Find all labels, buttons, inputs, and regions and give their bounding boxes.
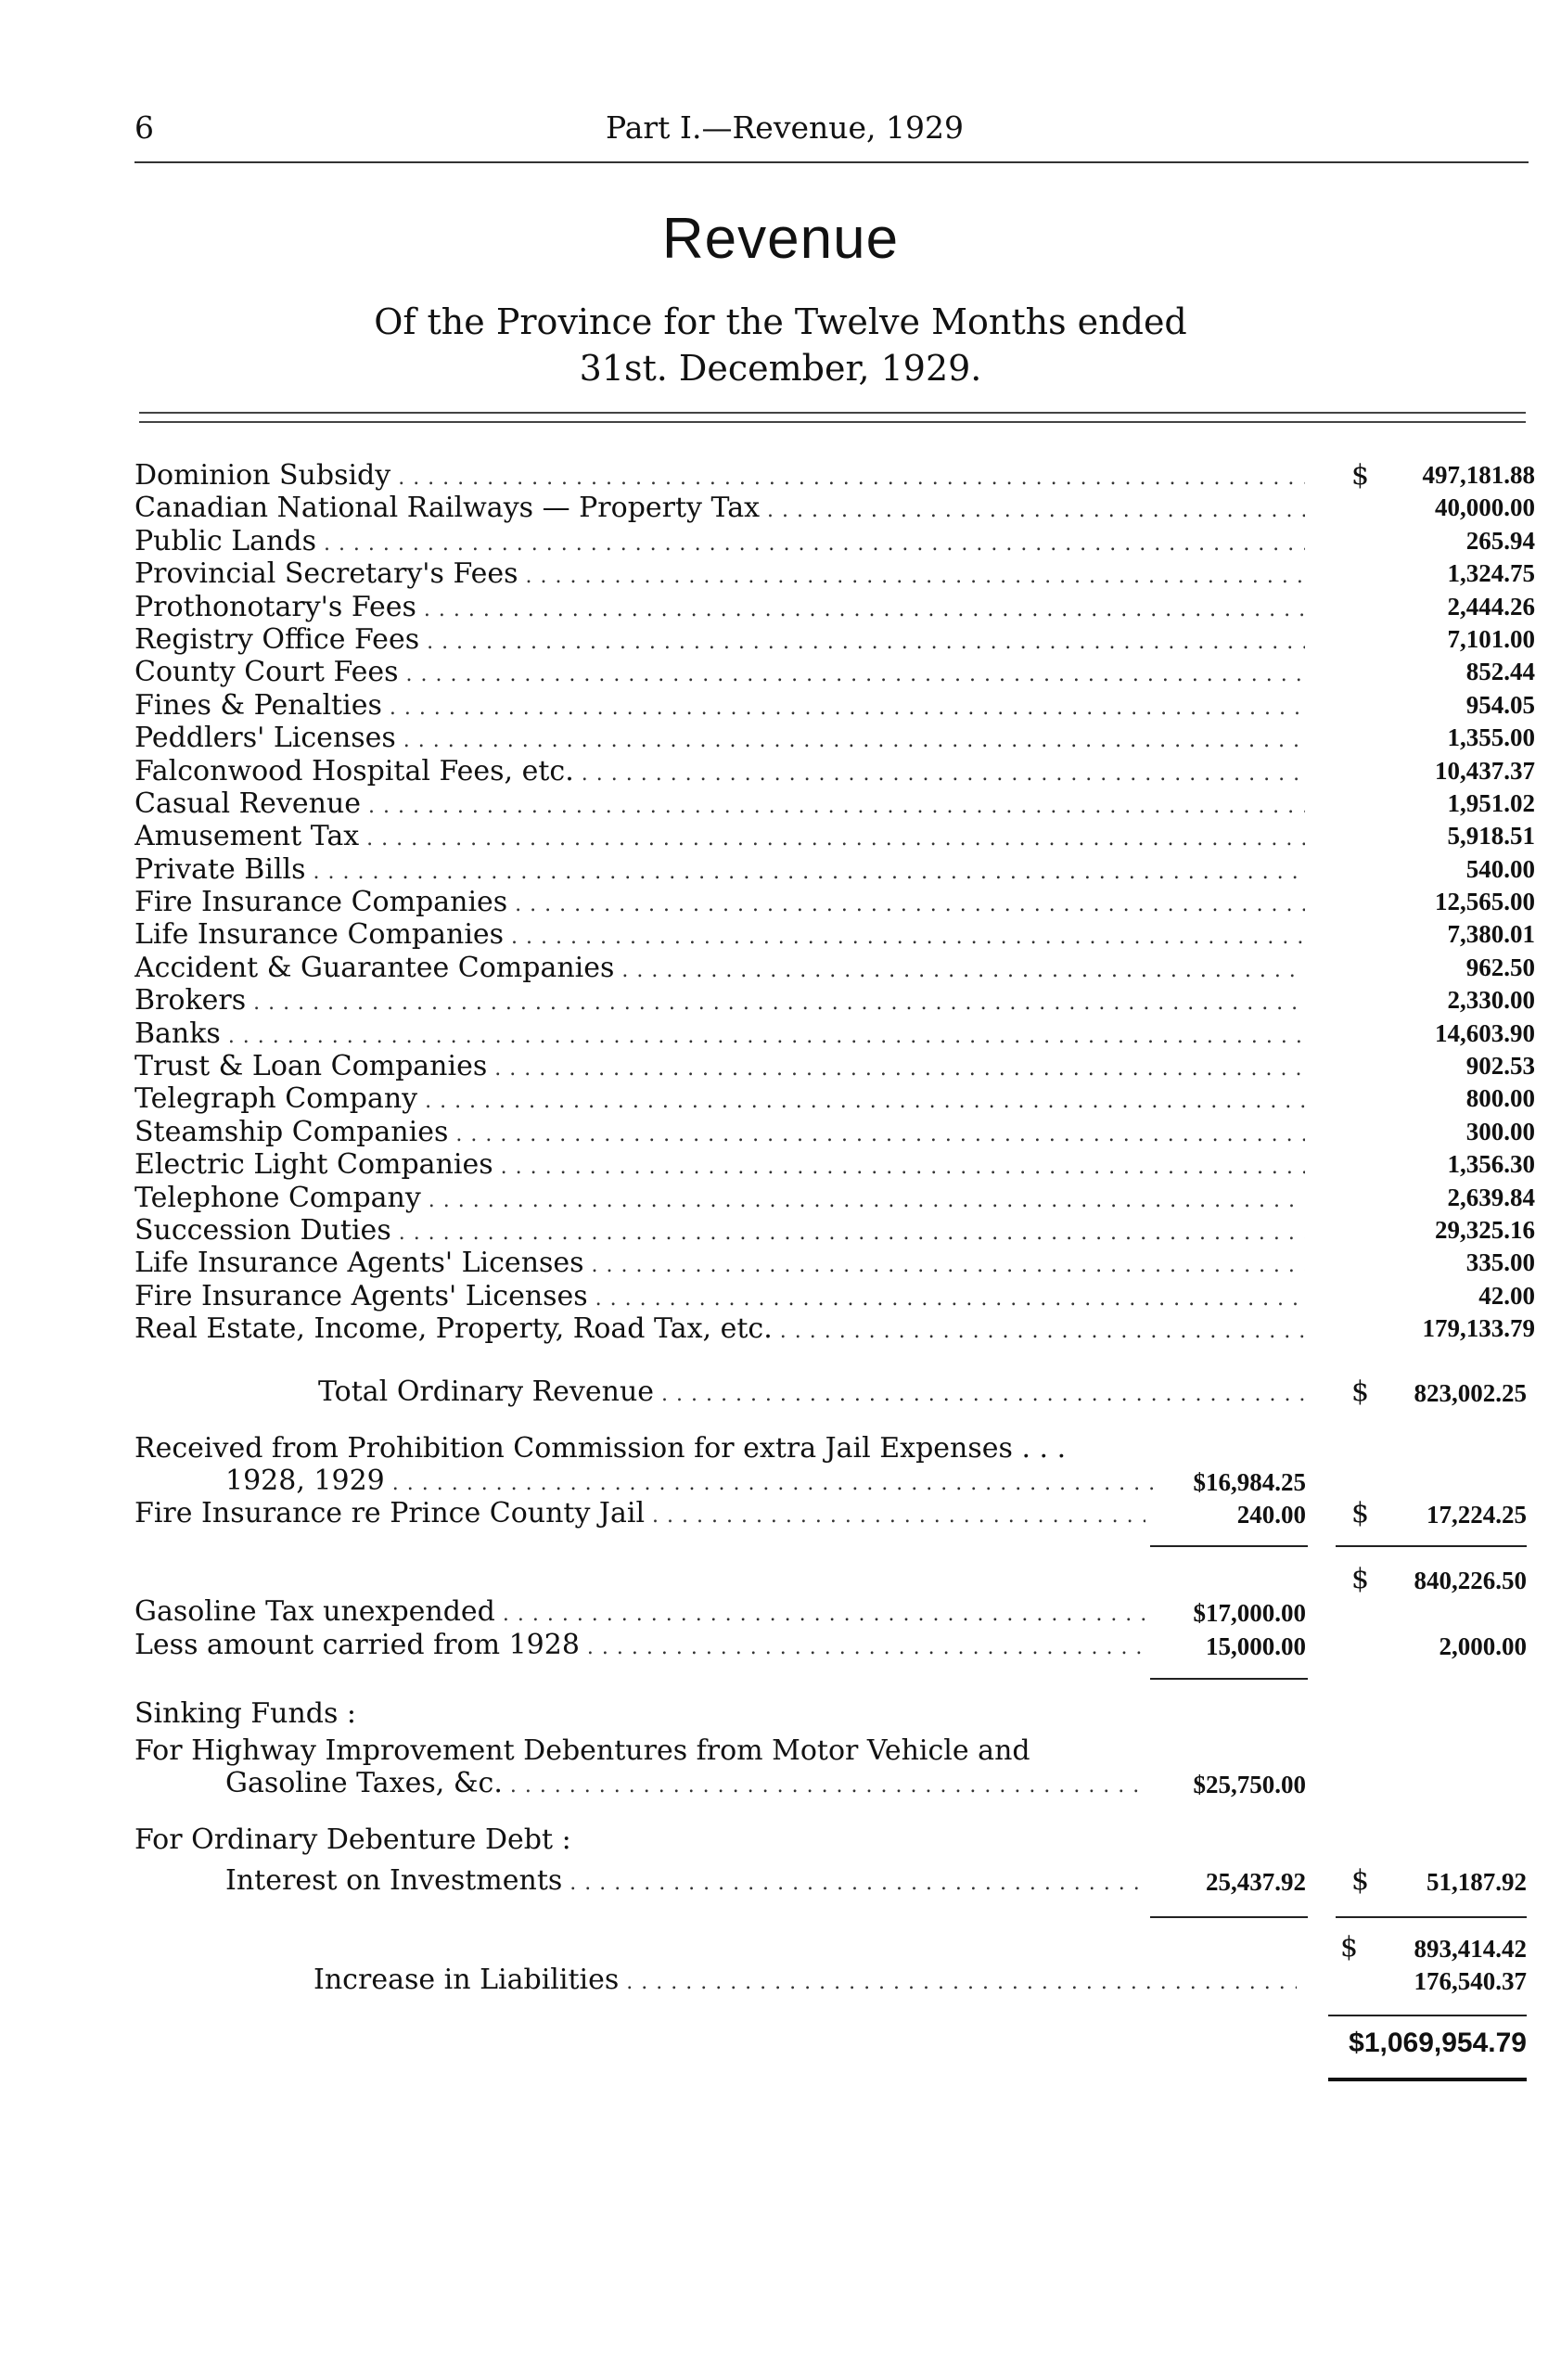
revenue-item-label: Telephone Company . . . [134,1182,1305,1217]
revenue-item-row [134,722,1535,754]
revenue-item-label: Dominion Subsidy . . . [134,459,1305,494]
rule-sinking [1150,1916,1308,1918]
revenue-item-row [134,820,1535,852]
sinking-funds-heading: Sinking Funds : [134,1697,357,1730]
revenue-item-row [134,984,1535,1017]
revenue-item-amount: 179,133.79 [1422,1314,1535,1343]
revenue-item-row [134,623,1535,656]
revenue-item-row [134,557,1535,590]
sinking-total: 51,187.92 [1427,1868,1527,1896]
gasoline-label: Gasoline Tax unexpended . . . [134,1595,1145,1631]
revenue-items-list [134,459,1535,1346]
revenue-item-label: Provincial Secretary's Fees . . . [134,557,1305,593]
interest-amount: 25,437.92 [1206,1868,1306,1896]
revenue-item-amount: 5,918.51 [1447,822,1535,851]
revenue-item-amount: 1,356.30 [1447,1150,1535,1179]
revenue-item-label: Banks . . . [134,1017,1305,1053]
grand-total: $1,069,954.79 [1349,2028,1527,2058]
highway-line-2: Gasoline Taxes, &c. . . . [225,1767,1145,1802]
revenue-item-label: County Court Fees . . . [134,656,1305,691]
revenue-item-label: Trust & Loan Companies . . . [134,1050,1305,1085]
revenue-item-amount: 29,325.16 [1435,1215,1535,1244]
revenue-item-row [134,1116,1535,1148]
revenue-item-amount: 12,565.00 [1435,888,1535,916]
revenue-item-amount: 7,380.01 [1447,920,1535,949]
total-ordinary-label: Total Ordinary Revenue . . . [318,1376,1306,1411]
revenue-item-amount: 265.94 [1465,526,1535,555]
revenue-item-label: Peddlers' Licenses . . . [134,722,1305,757]
revenue-item-label: Private Bills . . . [134,853,1305,889]
revenue-item-label: Succession Duties . . . [134,1214,1305,1249]
liabilities-label: Increase in Liabilities . . . [313,1964,1297,1999]
revenue-item-amount: 1,355.00 [1447,723,1535,752]
running-head [134,109,1526,154]
revenue-item-row [134,1312,1535,1345]
revenue-item-amount: 40,000.00 [1435,493,1535,522]
revenue-item-label: Real Estate, Income, Property, Road Tax, etc. . . . [134,1312,1305,1348]
revenue-item-row [134,1017,1535,1050]
revenue-item-label: Public Lands . . . [134,525,1305,560]
revenue-item-row [134,1247,1535,1279]
revenue-item-row [134,656,1535,688]
rule-gasoline [1150,1678,1308,1680]
revenue-item-amount: 300.00 [1465,1117,1535,1145]
revenue-item-row [134,1214,1535,1247]
highway-line-1: For Highway Improvement Debentures from Motor Vehicle and [134,1734,1030,1767]
revenue-item-amount: 2,444.26 [1447,592,1535,621]
revenue-item-row [134,1082,1535,1115]
revenue-item-row [134,787,1535,820]
subtitle-line-1: Of the Province for the Twelve Months ended [374,301,1187,342]
subtitle-line-2: 31st. December, 1929. [579,348,982,389]
revenue-item-label: Accident & Guarantee Companies . . . [134,952,1305,987]
revenue-item-row [134,886,1535,918]
revenue-item-row [134,591,1535,623]
subtotal1-dollar: $ [1351,1563,1370,1595]
rule-prohibition [1150,1545,1308,1547]
revenue-item-row [134,1148,1535,1181]
sinking-dollar: $ [1351,1864,1370,1897]
revenue-item-row [134,459,1535,492]
revenue-item-row [134,492,1535,524]
fire-jail-label: Fire Insurance re Prince County Jail . . . [134,1497,1145,1532]
revenue-item-amount: 852.44 [1465,658,1535,686]
subtotal2-amount: 893,414.42 [1414,1935,1527,1963]
revenue-item-amount: 1,324.75 [1447,559,1535,588]
subtotal2-dollar: $ [1340,1931,1359,1964]
gasoline-net: 2,000.00 [1439,1632,1527,1660]
revenue-item-label: Amusement Tax . . . [134,820,1305,855]
revenue-item-label: Casual Revenue . . . [134,787,1305,823]
revenue-item-label: Life Insurance Agents' Licenses . . . [134,1247,1305,1282]
gasoline-amount: $17,000.00 [1193,1599,1306,1627]
revenue-item-amount: 42.00 [1478,1281,1535,1310]
carried-amount: 15,000.00 [1206,1632,1306,1660]
fire-jail-dollar: $ [1351,1497,1370,1529]
revenue-item-amount: 7,101.00 [1447,624,1535,653]
revenue-item-amount: 954.05 [1465,690,1535,719]
revenue-item-label: Fire Insurance Agents' Licenses . . . [134,1280,1305,1315]
revenue-item-row [134,1182,1535,1214]
page-title: Revenue [661,207,900,271]
revenue-item-row [134,689,1535,722]
revenue-item-label: Prothonotary's Fees . . . [134,591,1305,626]
revenue-item-dollar: $ [1351,459,1370,492]
revenue-item-label: Telegraph Company . . . [134,1082,1305,1118]
subtotal1-amount: 840,226.50 [1414,1567,1527,1594]
revenue-item-row [134,952,1535,984]
revenue-item-amount: 540.00 [1465,854,1535,883]
revenue-item-label: Electric Light Companies . . . [134,1148,1305,1184]
revenue-item-label: Fire Insurance Companies . . . [134,886,1305,921]
revenue-item-label: Life Insurance Companies . . . [134,918,1305,953]
page-number: 6 [134,109,154,146]
revenue-item-amount: 2,330.00 [1447,986,1535,1015]
revenue-item-row [134,755,1535,787]
revenue-item-row [134,1050,1535,1082]
rule-subtotal-1 [1336,1545,1527,1547]
revenue-item-amount: 2,639.84 [1447,1183,1535,1211]
liabilities-amount: 176,540.37 [1414,1967,1527,1995]
total-ordinary-dollar: $ [1351,1376,1370,1408]
revenue-item-label: Registry Office Fees . . . [134,623,1305,659]
revenue-item-amount: 497,181.88 [1422,461,1535,489]
revenue-item-amount: 800.00 [1465,1084,1535,1113]
revenue-item-amount: 1,951.02 [1447,788,1535,817]
page-subtitle [0,299,1561,391]
fire-jail-total: 17,224.25 [1427,1501,1527,1529]
ordinary-debt-heading: For Ordinary Debenture Debt : [134,1823,571,1856]
revenue-item-label: Canadian National Railways — Property Tax . . . [134,492,1305,527]
revenue-item-amount: 335.00 [1465,1248,1535,1277]
total-ordinary-amount: 823,002.25 [1414,1379,1527,1407]
revenue-item-amount: 902.53 [1465,1052,1535,1081]
revenue-item-row [134,918,1535,951]
revenue-item-label: Fines & Penalties . . . [134,689,1305,724]
revenue-item-row [134,525,1535,557]
revenue-item-label: Brokers . . . [134,984,1305,1019]
revenue-item-row [134,1280,1535,1312]
revenue-item-row [134,853,1535,886]
revenue-item-amount: 14,603.90 [1435,1018,1535,1047]
revenue-item-label: Steamship Companies . . . [134,1116,1305,1151]
interest-label: Interest on Investments . . . [225,1864,1145,1900]
prohibition-line-2: 1928, 1929 . . . [225,1465,1162,1500]
rule-grand-total [1328,2015,1527,2016]
header-rule [134,161,1529,163]
prohibition-amount: $16,984.25 [1193,1468,1306,1496]
prohibition-line-1: Received from Prohibition Commission for extra Jail Expenses . . . [134,1432,1067,1465]
revenue-item-amount: 10,437.37 [1435,756,1535,785]
running-title: Part I.—Revenue, 1929 [606,109,964,146]
revenue-item-amount: 962.50 [1465,953,1535,981]
highway-amount: $25,750.00 [1193,1771,1306,1798]
fire-jail-amount: 240.00 [1236,1501,1306,1529]
carried-label: Less amount carried from 1928 . . . [134,1629,1145,1664]
rule-subtotal-2 [1336,1916,1527,1918]
revenue-item-label: Falconwood Hospital Fees, etc. . . . [134,755,1305,790]
double-rule [139,412,1526,423]
rule-grand-total-bottom [1328,2078,1527,2081]
